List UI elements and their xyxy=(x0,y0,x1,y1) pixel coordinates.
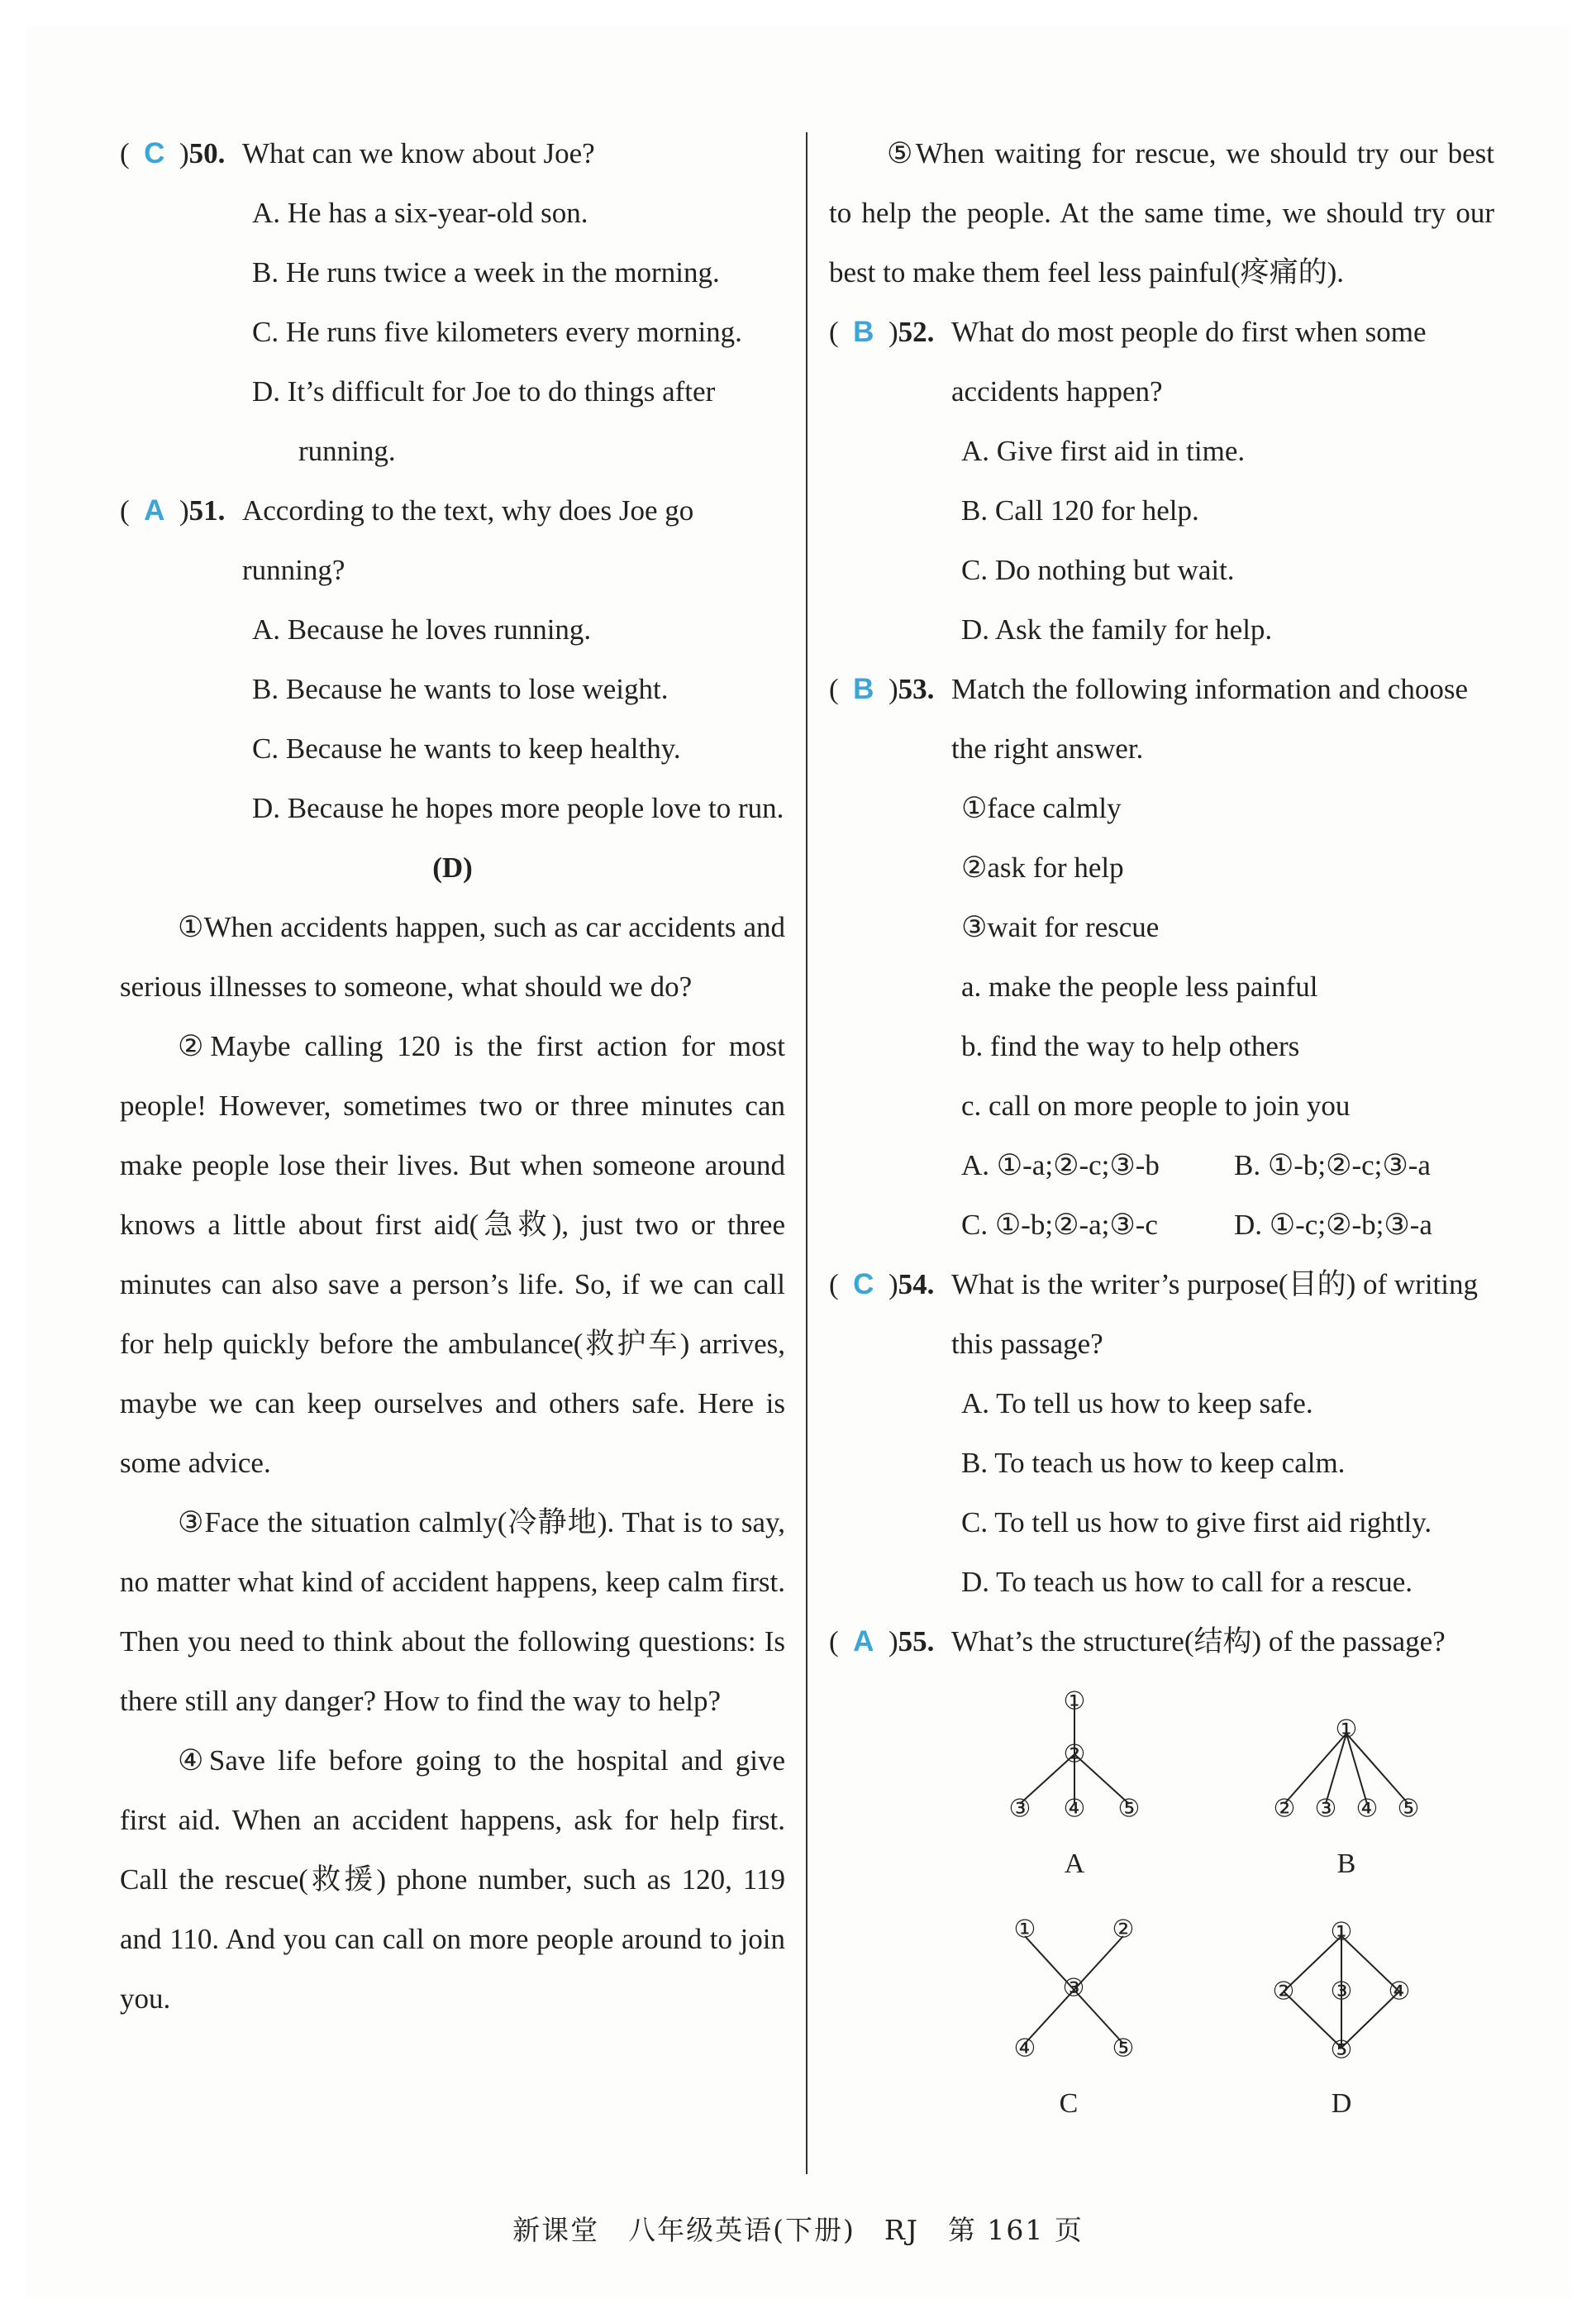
answer-54: C xyxy=(853,1268,874,1300)
answer-51: A xyxy=(144,494,165,527)
diagram-label-b: B xyxy=(1336,1848,1356,1879)
diagram-c-node-5: ⑤ xyxy=(1112,2034,1135,2063)
paragraph-3: ③Face the situation calmly(冷静地). That is to say, no matter what kind of accident happens, keep calm first. Then you need to think about the following questions: Is there still any danger? How to find the way to help? xyxy=(120,1506,785,1717)
diagram-d-node-5: ⑤ xyxy=(1330,2035,1353,2065)
option-d: D. Ask the family for help. xyxy=(961,613,1273,646)
question-53-options xyxy=(961,1136,1494,1255)
diagram-b-node-3: ③ xyxy=(1314,1794,1337,1824)
option-d: D. ①-c;②-b;③-a xyxy=(1234,1209,1432,1241)
diagram-d-node-1: ① xyxy=(1330,1917,1353,1947)
option-a: A. Because he loves running. xyxy=(252,613,592,646)
structure-diagrams-svg xyxy=(829,1680,1494,2143)
page-footer: 新课堂 八年级英语(下册) RJ 第 161 页 xyxy=(512,2214,1084,2246)
diagram-a-node-4: ④ xyxy=(1063,1794,1086,1824)
diagram-a-node-3: ③ xyxy=(1008,1794,1031,1824)
right-column xyxy=(829,124,1494,2143)
question-52-stem: What do most people do first when some accidents happen? xyxy=(951,316,1427,408)
answer-bracket: ( A )51. xyxy=(120,494,226,527)
diagram-c-node-1: ① xyxy=(1013,1915,1036,1944)
diagram-d-node-2: ② xyxy=(1272,1977,1295,2006)
match-item-1: ①face calmly xyxy=(961,792,1122,824)
diagram-label-d: D xyxy=(1331,2088,1352,2119)
question-51 xyxy=(120,481,785,838)
answer-52: B xyxy=(853,316,874,348)
structure-diagrams xyxy=(829,1680,1494,2143)
option-b: B. Because he wants to lose weight. xyxy=(252,673,669,705)
diagram-c-node-4: ④ xyxy=(1013,2034,1036,2063)
question-55-stem: What’s the structure(结构) of the passage? xyxy=(951,1625,1446,1658)
diagram-label-a: A xyxy=(1064,1848,1085,1879)
option-d: D. Because he hopes more people love to run. xyxy=(252,792,784,824)
paragraph-2: ②Maybe calling 120 is the first action for most people! However, sometimes two or three minutes can make people lose their lives. But when someone around knows a little about first aid(急救), just two or three minutes can also save a person’s life. So, if we can call for help quickly before the ambulance(救护车) arrives, maybe we can keep ourselves and others safe. Here is some advice. xyxy=(120,1030,785,1479)
option-c: C. Do nothing but wait. xyxy=(961,554,1235,586)
diagram-label-c: C xyxy=(1059,2088,1079,2119)
answer-bracket: ( B )52. xyxy=(829,316,935,348)
question-50 xyxy=(120,124,785,481)
option-b: B. He runs twice a week in the morning. xyxy=(252,256,720,289)
diagram-a-node-5: ⑤ xyxy=(1117,1794,1141,1824)
option-c: C. ①-b;②-a;③-c xyxy=(961,1209,1158,1241)
question-53-stem: Match the following information and choose the right answer. xyxy=(951,673,1468,765)
paragraph-5: ⑤When waiting for rescue, we should try our best to help the people. At the same time, we should try our best to make them feel less painful(疼痛的). xyxy=(829,137,1494,289)
question-54 xyxy=(829,1255,1494,1612)
diagram-d-node-3: ③ xyxy=(1330,1977,1353,2006)
diagram-c-node-3: ③ xyxy=(1062,1973,1085,2003)
diagram-d-node-4: ④ xyxy=(1388,1977,1411,2006)
option-b: B. ①-b;②-c;③-a xyxy=(1234,1149,1431,1181)
diagram-b-node-1: ① xyxy=(1335,1715,1358,1744)
option-a: A. He has a six-year-old son. xyxy=(252,197,588,229)
answer-bracket: ( B )53. xyxy=(829,673,935,705)
match-target-c: c. call on more people to join you xyxy=(961,1090,1351,1122)
option-a: A. ①-a;②-c;③-b xyxy=(961,1149,1160,1181)
question-54-options xyxy=(829,1374,1494,1612)
question-52 xyxy=(829,303,1494,660)
match-items xyxy=(829,779,1494,1255)
column-divider xyxy=(806,132,808,2174)
diagram-a-node-1: ① xyxy=(1063,1686,1086,1716)
answer-55: A xyxy=(853,1625,874,1658)
question-52-options xyxy=(829,422,1494,660)
match-item-3: ③wait for rescue xyxy=(961,911,1160,943)
answer-bracket: ( A )55. xyxy=(829,1625,935,1658)
paragraph-4: ④Save life before going to the hospital and give first aid. When an accident happens, ask for help first. Call the rescue(救援) phone number, such as 120, 119 and 110. And you can call on more people around to join you. xyxy=(120,1744,785,2015)
section-heading-d: (D) xyxy=(432,851,473,884)
answer-50: C xyxy=(144,137,165,169)
match-target-a: a. make the people less painful xyxy=(961,971,1318,1003)
diagram-b-node-5: ⑤ xyxy=(1397,1794,1420,1824)
option-d: D. It’s difficult for Joe to do things after running. xyxy=(252,375,716,467)
diagram-c-node-2: ② xyxy=(1112,1915,1135,1944)
match-item-2: ②ask for help xyxy=(961,851,1124,884)
option-b: B. Call 120 for help. xyxy=(961,494,1199,527)
question-51-stem: According to the text, why does Joe go running? xyxy=(242,494,694,586)
diagram-b-node-4: ④ xyxy=(1355,1794,1379,1824)
left-column xyxy=(120,124,785,2029)
option-c: C. To tell us how to give first aid rightly. xyxy=(961,1506,1432,1538)
answer-53: B xyxy=(853,673,874,705)
question-55 xyxy=(829,1612,1494,2143)
match-target-b: b. find the way to help others xyxy=(961,1030,1300,1062)
option-b: B. To teach us how to keep calm. xyxy=(961,1447,1346,1479)
option-c: C. Because he wants to keep healthy. xyxy=(252,732,681,765)
question-50-stem: What can we know about Joe? xyxy=(242,137,595,169)
question-51-options xyxy=(120,600,785,838)
answer-bracket: ( C )54. xyxy=(829,1268,935,1300)
option-a: A. Give first aid in time. xyxy=(961,435,1246,467)
question-50-options xyxy=(120,184,785,481)
answer-bracket: ( C )50. xyxy=(120,137,226,169)
option-a: A. To tell us how to keep safe. xyxy=(961,1387,1313,1419)
option-d: D. To teach us how to call for a rescue. xyxy=(961,1566,1413,1598)
question-54-stem: What is the writer’s purpose(目的) of writing this passage? xyxy=(951,1268,1478,1360)
question-53 xyxy=(829,660,1494,1255)
option-c: C. He runs five kilometers every morning. xyxy=(252,316,742,348)
diagram-b-node-2: ② xyxy=(1273,1794,1296,1824)
diagram-a-node-2: ② xyxy=(1063,1739,1086,1769)
paragraph-1: ①When accidents happen, such as car accidents and serious illnesses to someone, what should we do? xyxy=(120,911,785,1003)
